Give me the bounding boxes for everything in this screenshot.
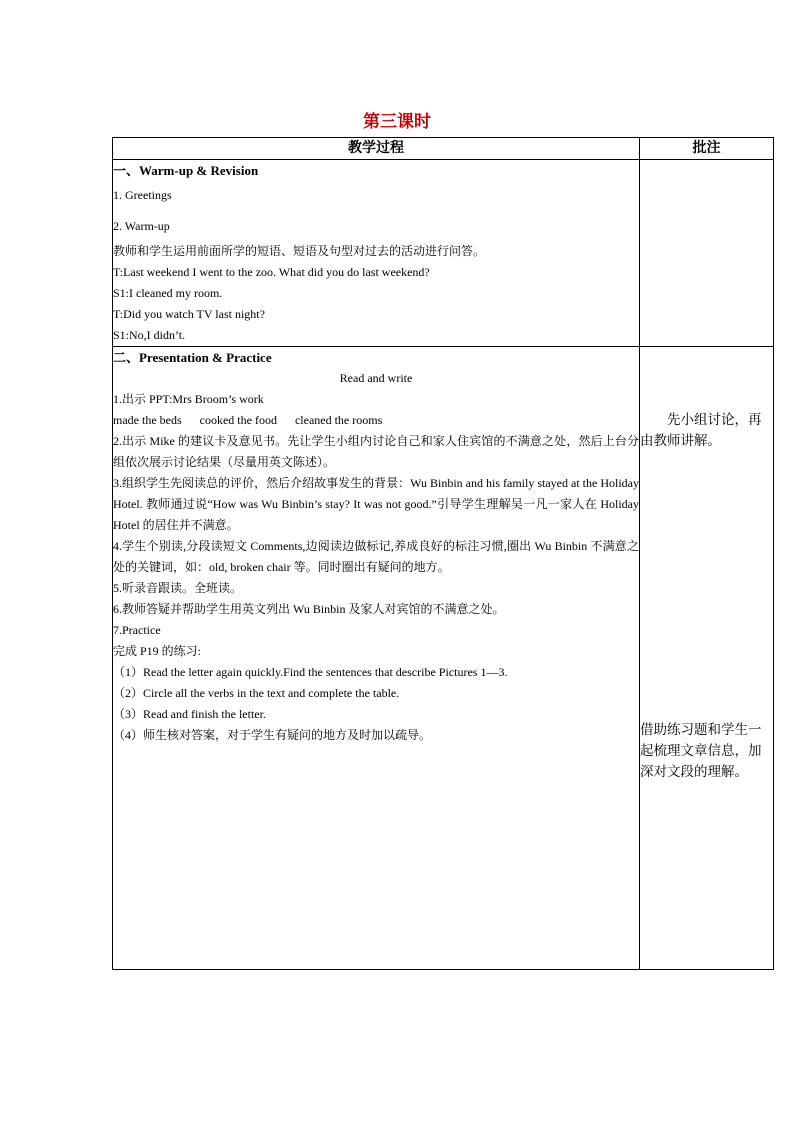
lesson-plan-table bbox=[112, 137, 774, 970]
page-title: 第三课时 bbox=[363, 112, 431, 131]
column-header-notes: 批注 bbox=[640, 138, 774, 160]
list-item: （4）师生核对答案，对于学生有疑问的地方及时加以疏导。 bbox=[113, 728, 432, 742]
note-practice: 借助练习题和学生一起梳理文章信息，加深对文段的理解。 bbox=[640, 722, 762, 779]
list-item: made the beds cooked the food cleaned the rooms bbox=[113, 413, 383, 427]
list-item: 7.Practice bbox=[113, 623, 161, 637]
presentation-note-cell bbox=[640, 347, 774, 970]
list-item: S1:I cleaned my room. bbox=[113, 286, 223, 300]
table-header-row bbox=[113, 138, 774, 160]
list-item: 3.组织学生先阅读总的评价，然后介绍故事发生的背景：Wu Binbin and his family stayed at the Holiday Hotel. 教师通过说“How was Wu Binbin’s stay? It was not good.”引导学生理解吴一凡一家人在 Holiday Hotel 的居住并不满意。 bbox=[113, 476, 639, 532]
section-heading-presentation: 二、Presentation & Practice bbox=[113, 350, 272, 365]
list-item: S1:No,I didn’t. bbox=[113, 328, 186, 342]
list-item: 5.听录音跟读。全班读。 bbox=[113, 581, 243, 595]
list-item: T:Did you watch TV last night? bbox=[113, 307, 265, 321]
list-item: 完成 P19 的练习: bbox=[113, 644, 202, 658]
list-item: （3）Read and finish the letter. bbox=[113, 707, 266, 721]
list-item: （1）Read the letter again quickly.Find the sentences that describe Pictures 1—3. bbox=[113, 665, 508, 679]
column-header-process: 教学过程 bbox=[113, 138, 640, 160]
list-item: 1. Greetings bbox=[113, 188, 172, 202]
list-item: 教师和学生运用前面所学的短语、短语及句型对过去的活动进行问答。 bbox=[113, 244, 486, 258]
list-item: 2.出示 Mike 的建议卡及意见书。先让学生小组内讨论自己和家人住宾馆的不满意之处，然后上台分组依次展示讨论结果（尽量用英文陈述）。 bbox=[113, 434, 639, 469]
section-heading-warmup: 一、Warm-up & Revision bbox=[113, 163, 259, 178]
list-item: 4.学生个别读,分段读短文 Comments,边阅读边做标记,养成良好的标注习惯,圈出 Wu Binbin 不满意之处的关键词，如：old, broken chair 等。同时圈出有疑问的地方。 bbox=[113, 539, 639, 574]
section-subtitle: Read and write bbox=[339, 371, 413, 385]
warmup-note-cell bbox=[640, 160, 774, 347]
table-row-presentation bbox=[113, 347, 774, 970]
list-item: 1.出示 PPT:Mrs Broom’s work bbox=[113, 392, 264, 406]
note-discussion: 先小组讨论，再由教师讲解。 bbox=[640, 412, 762, 448]
warmup-content-cell bbox=[113, 160, 640, 347]
table-row-warmup bbox=[113, 160, 774, 347]
presentation-content-cell bbox=[113, 347, 640, 970]
list-item: （2）Circle all the verbs in the text and complete the table. bbox=[113, 686, 400, 700]
list-item: T:Last weekend I went to the zoo. What did you do last weekend? bbox=[113, 265, 430, 279]
list-item: 6.教师答疑并帮助学生用英文列出 Wu Binbin 及家人对宾馆的不满意之处。 bbox=[113, 602, 505, 616]
list-item: 2. Warm-up bbox=[113, 219, 170, 233]
